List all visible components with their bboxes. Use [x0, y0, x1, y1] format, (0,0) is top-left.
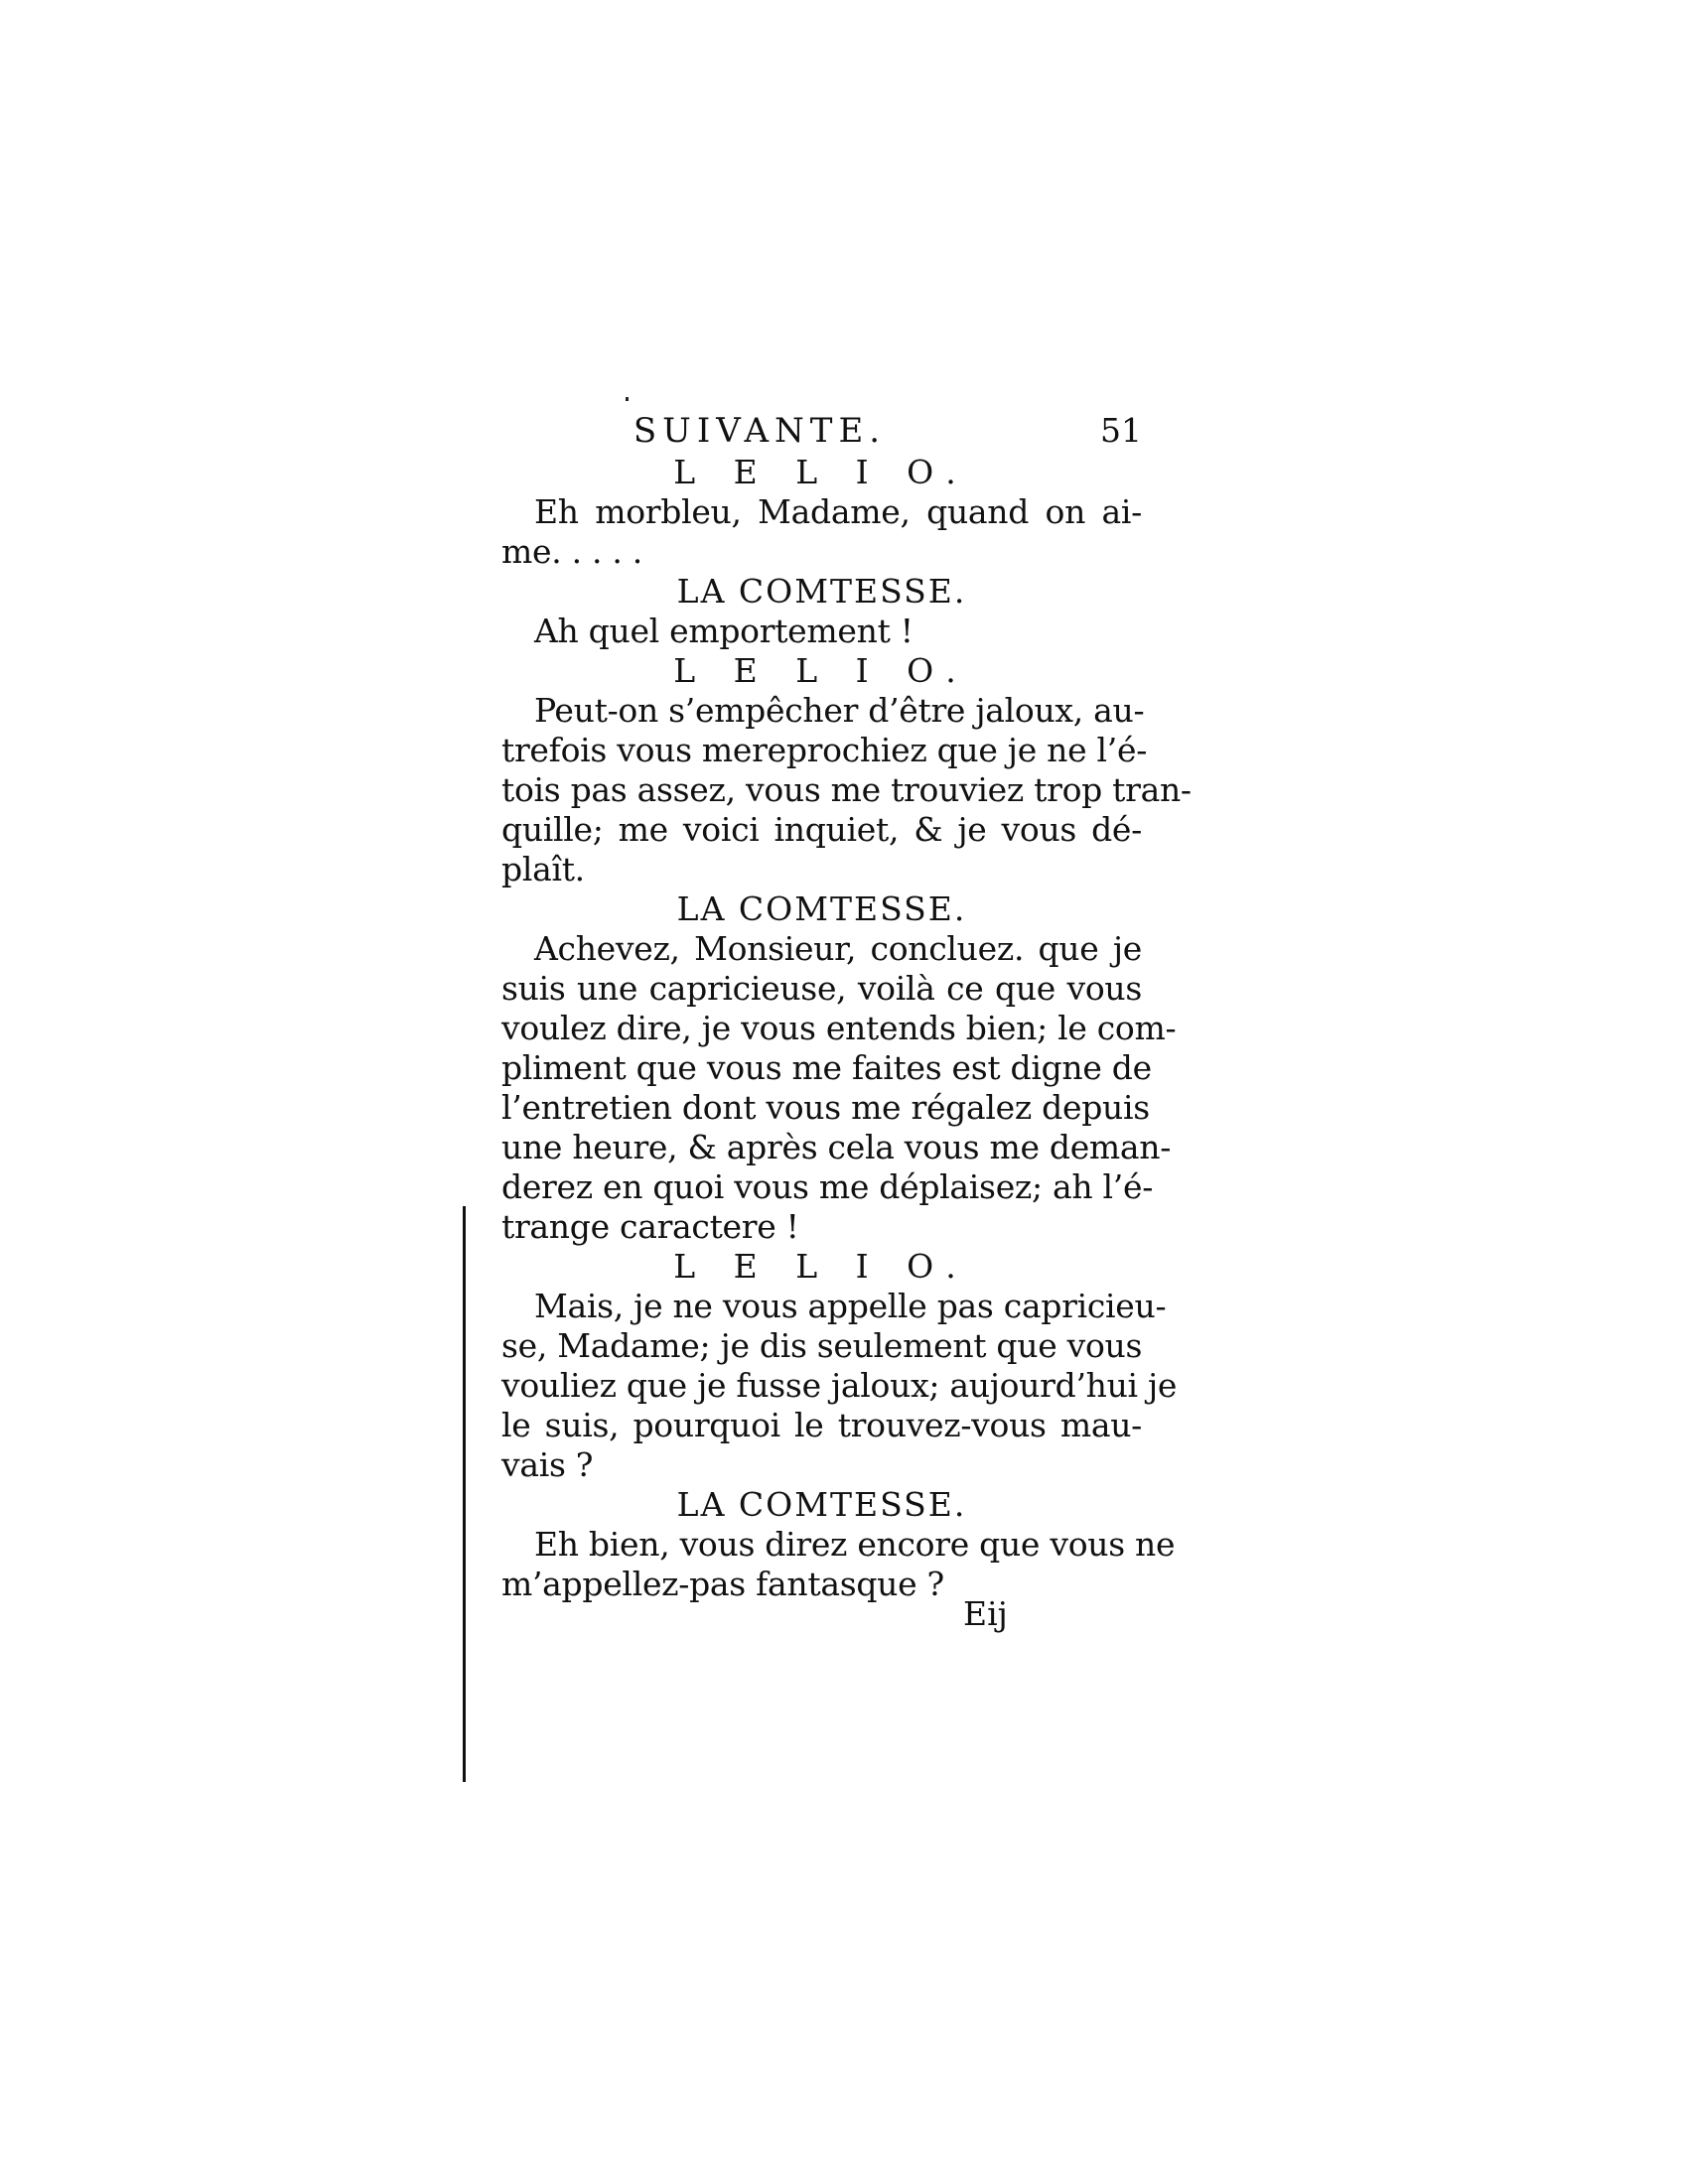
text-line: le suis, pourquoi le trouvez-vous mau- [501, 1406, 1142, 1444]
text-line: plaît. [501, 850, 585, 888]
running-title: SUIVANTE. [633, 411, 887, 451]
text-line: Achevez, Monsieur, concluez. que je [534, 929, 1142, 968]
text-line: une heure, & après cela vous me deman- [501, 1128, 1172, 1166]
margin-rule [463, 1206, 466, 1782]
text-line: se, Madame; je dis seulement que vous [501, 1326, 1143, 1365]
speaker-name: L E L I O. [673, 453, 970, 491]
text-line: Peut-on s’empêcher d’être jaloux, au- [534, 691, 1145, 730]
text-line: me. . . . . [501, 532, 642, 571]
speaker-name: LA COMTESSE. [676, 889, 967, 928]
text-line: Eh bien, vous direz encore que vous ne [534, 1525, 1176, 1564]
page-number: 51 [1100, 411, 1142, 450]
text-line: trefois vous mereprochiez que je ne l’é- [501, 731, 1148, 769]
text-line: Ah quel emportement ! [534, 612, 914, 650]
speaker-name: LA COMTESSE. [676, 572, 967, 611]
text-line: Mais, je ne vous appelle pas capricieu- [534, 1287, 1167, 1325]
text-line: l’entretien dont vous me régalez depuis [501, 1088, 1150, 1127]
text-line: m’appellez-pas fantasque ? [501, 1565, 944, 1603]
text-line: quille; me voici inquiet, & je vous dé- [501, 810, 1142, 849]
text-line: Eh morbleu, Madame, quand on ai- [534, 492, 1142, 531]
text-line: pliment que vous me faites est digne de [501, 1048, 1152, 1087]
text-line: vouliez que je fusse jaloux; aujourd’hui je [501, 1366, 1178, 1405]
speaker-name: LA COMTESSE. [676, 1485, 967, 1524]
text-line: trange caractere ! [501, 1207, 799, 1246]
speaker-name: L E L I O. [673, 1247, 970, 1286]
speaker-name: L E L I O. [673, 651, 970, 690]
text-line: voulez dire, je vous entends bien; le com- [501, 1009, 1177, 1047]
text-line: tois pas assez, vous me trouviez trop tran- [501, 770, 1192, 809]
signature-mark: Eij [963, 1594, 1008, 1633]
ink-speck [626, 397, 629, 401]
text-line: vais ? [501, 1445, 594, 1484]
text-line: suis une capricieuse, voilà ce que vous [501, 969, 1142, 1008]
text-line: derez en quoi vous me déplaisez; ah l’é- [501, 1167, 1154, 1206]
